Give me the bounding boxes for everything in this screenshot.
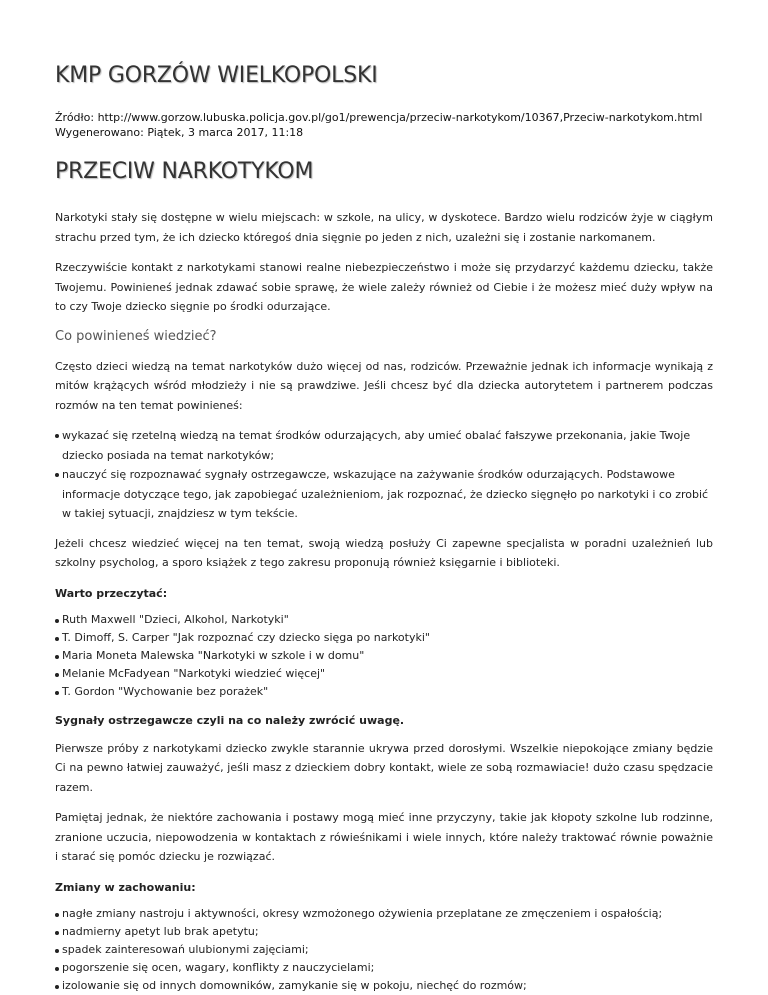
list-item: spadek zainteresowań ulubionymi zajęciami; xyxy=(55,941,713,959)
list-item: T. Gordon "Wychowanie bez porażek" xyxy=(55,683,713,701)
intro-paragraph-2: Rzeczywiście kontakt z narkotykami stanowi realne niebezpieczeństwo i może się przydarzyć każdemu dziecku, także Twojemu. Powinieneś jednak zdawać sobie sprawę, że wiele zależy również od Ciebie i że możesz mieć duży wpływ na to czy Twoje dziecko sięgnie po środki odurzające. xyxy=(55,261,713,313)
reading-list xyxy=(55,611,713,701)
article-content xyxy=(55,208,713,995)
should-list xyxy=(55,426,713,524)
generated-line: Wygenerowano: Piątek, 3 marca 2017, 11:18 xyxy=(55,126,304,139)
list-item: Maria Moneta Malewska "Narkotyki w szkole i w domu" xyxy=(55,647,713,665)
list-item: nadmierny apetyt lub brak apetytu; xyxy=(55,923,713,941)
site-title: KMP GORZÓW WIELKOPOLSKI xyxy=(55,63,378,88)
signals-heading: Sygnały ostrzegawcze czyli na co należy zwrócić uwagę. xyxy=(55,714,405,727)
list-item: pogorszenie się ocen, wagary, konflikty z nauczycielami; xyxy=(55,959,713,977)
list-item: T. Dimoff, S. Carper "Jak rozpoznać czy dziecko sięga po narkotyki" xyxy=(55,629,713,647)
specialist-paragraph: Jeżeli chcesz wiedzieć więcej na ten temat, swoją wiedzą posłuży Ci zapewne specjalista w poradni uzależnień lub szkolny psycholog, a sporo książek z tego zakresu proponują również księgarnie i biblioteki. xyxy=(55,536,713,569)
intro-paragraph-1: Narkotyki stały się dostępne w wielu miejscach: w szkole, na ulicy, w dyskotece. Bardzo wielu rodziców żyje w ciągłym strachu przed tym, że ich dziecko któregoś dnia sięgnie po jeden z nich, uzależni się i zostanie narkomanem. xyxy=(55,211,713,244)
list-item: Ruth Maxwell "Dzieci, Alkohol, Narkotyki" xyxy=(55,611,713,629)
source-line: Źródło: http://www.gorzow.lubuska.policja.gov.pl/go1/prewencja/przeciw-narkotykom/10367,Przeciw-narkotykom.html xyxy=(55,111,703,124)
signals-paragraph-2: Pamiętaj jednak, że niektóre zachowania i postawy mogą mieć inne przyczyny, takie jak kłopoty szkolne lub rodzinne, zranione uczucia, niepowodzenia w kontaktach z rówieśnikami i wiele innych, które należy traktować równie poważnie i starać się pomóc dziecku je rozwiązać. xyxy=(55,811,713,863)
behavior-list xyxy=(55,905,713,995)
reading-heading: Warto przeczytać: xyxy=(55,586,168,600)
list-item: nauczyć się rozpoznawać sygnały ostrzegawcze, wskazujące na zażywanie środków odurzających. Podstawowe informacje dotyczące tego, jak zapobiegać uzależnieniom, jak rozpoznać, że dziecko sięgnęło po narkotyki i co zrobić w takiej sytuacji, znajdziesz w tym tekście. xyxy=(55,465,713,524)
list-item: wykazać się rzetelną wiedzą na temat środków odurzających, aby umieć obalać fałszywe przekonania, jakie Twoje dziecko posiada na temat narkotyków; xyxy=(55,426,713,465)
list-item: izolowanie się od innych domowników, zamykanie się w pokoju, niechęć do rozmów; xyxy=(55,977,713,995)
signals-paragraph-1: Pierwsze próby z narkotykami dziecko zwykle starannie ukrywa przed dorosłymi. Wszelkie niepokojące zmiany będzie Ci na pewno łatwiej zauważyć, jeśli masz z dzieckiem dobry kontakt, wiele ze sobą rozmawiacie! dużo czasu spędzacie razem. xyxy=(55,741,713,794)
section-heading: Co powinieneś wiedzieć? xyxy=(55,328,217,344)
behavior-heading: Zmiany w zachowaniu: xyxy=(55,880,196,894)
article-title: PRZECIW NARKOTYKOM xyxy=(55,159,314,184)
document-meta xyxy=(55,110,713,140)
list-item: nagłe zmiany nastroju i aktywności, okresy wzmożonego ożywienia przeplatane ze zmęczeniem i ospałością; xyxy=(55,905,713,923)
list-item: Melanie McFadyean "Narkotyki wiedzieć więcej" xyxy=(55,665,713,683)
section-paragraph: Często dzieci wiedzą na temat narkotyków dużo więcej od nas, rodziców. Przeważnie jednak ich informacje wynikają z mitów krążących wśród młodzieży i nie są prawdziwe. Jeśli chcesz być dla dziecka autorytetem i partnerem podczas rozmów na ten temat powinieneś: xyxy=(55,359,713,412)
